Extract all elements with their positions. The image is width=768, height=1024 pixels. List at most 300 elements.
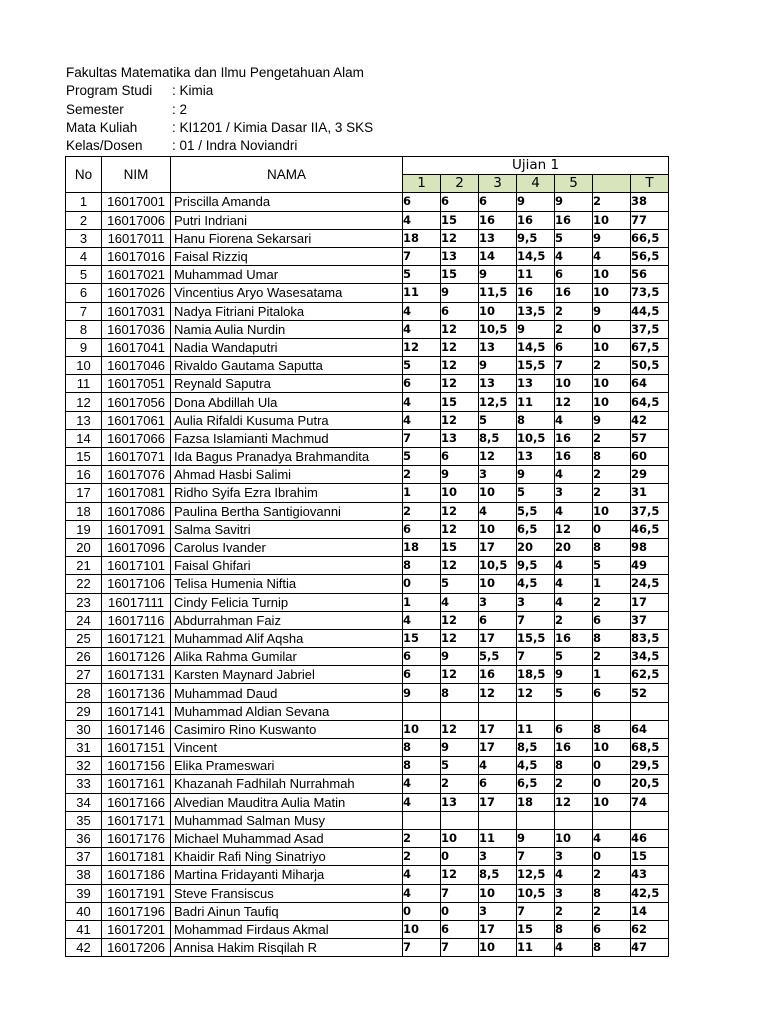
row-no: 14 bbox=[66, 429, 102, 447]
row-score-2: 7 bbox=[441, 884, 479, 902]
row-score-4: 11 bbox=[517, 393, 555, 411]
program-line bbox=[66, 82, 373, 100]
row-score-3: 16 bbox=[479, 211, 517, 229]
row-score-5: 4 bbox=[555, 593, 593, 611]
row-score-1: 4 bbox=[403, 775, 441, 793]
row-score-6 bbox=[593, 811, 631, 829]
row-nama: Nadya Fitriani Pitaloka bbox=[171, 302, 403, 320]
row-score-5 bbox=[555, 811, 593, 829]
row-nim: 16017056 bbox=[102, 393, 171, 411]
row-no: 21 bbox=[66, 557, 102, 575]
row-score-2: 12 bbox=[441, 411, 479, 429]
table-row bbox=[66, 266, 669, 284]
row-nama: Annisa Hakim Risqilah R bbox=[171, 939, 403, 957]
subheader-total: T bbox=[631, 175, 669, 193]
table-row bbox=[66, 593, 669, 611]
row-score-4: 8,5 bbox=[517, 739, 555, 757]
row-score-2: 5 bbox=[441, 757, 479, 775]
row-score-3: 17 bbox=[479, 720, 517, 738]
row-score-total: 37,5 bbox=[631, 502, 669, 520]
row-score-6: 10 bbox=[593, 793, 631, 811]
row-score-3: 9 bbox=[479, 357, 517, 375]
row-no: 24 bbox=[66, 611, 102, 629]
table-row bbox=[66, 793, 669, 811]
row-nim: 16017136 bbox=[102, 684, 171, 702]
table-row bbox=[66, 502, 669, 520]
row-score-5: 12 bbox=[555, 520, 593, 538]
faculty-line bbox=[66, 64, 373, 82]
row-score-3: 5 bbox=[479, 411, 517, 429]
row-score-5: 4 bbox=[555, 247, 593, 265]
row-nim: 16017081 bbox=[102, 484, 171, 502]
table-row bbox=[66, 557, 669, 575]
row-score-1: 12 bbox=[403, 338, 441, 356]
row-nama: Salma Savitri bbox=[171, 520, 403, 538]
row-score-total: 20,5 bbox=[631, 775, 669, 793]
row-score-2 bbox=[441, 702, 479, 720]
row-nim: 16017101 bbox=[102, 557, 171, 575]
row-no: 13 bbox=[66, 411, 102, 429]
row-score-5: 3 bbox=[555, 848, 593, 866]
row-score-2: 6 bbox=[441, 920, 479, 938]
row-score-1: 2 bbox=[403, 829, 441, 847]
row-score-5: 3 bbox=[555, 884, 593, 902]
row-score-3: 6 bbox=[479, 193, 517, 211]
table-row bbox=[66, 193, 669, 211]
row-score-2: 13 bbox=[441, 429, 479, 447]
row-score-2: 15 bbox=[441, 538, 479, 556]
row-nama: Faisal Ghifari bbox=[171, 557, 403, 575]
row-nama: Muhammad Aldian Sevana bbox=[171, 702, 403, 720]
row-no: 26 bbox=[66, 648, 102, 666]
row-nama: Karsten Maynard Jabriel bbox=[171, 666, 403, 684]
row-score-3: 4 bbox=[479, 502, 517, 520]
row-score-1: 6 bbox=[403, 648, 441, 666]
row-score-total: 67,5 bbox=[631, 338, 669, 356]
row-score-3: 5,5 bbox=[479, 648, 517, 666]
row-score-6: 2 bbox=[593, 484, 631, 502]
row-no: 29 bbox=[66, 702, 102, 720]
row-score-6 bbox=[593, 702, 631, 720]
row-no: 7 bbox=[66, 302, 102, 320]
row-no: 32 bbox=[66, 757, 102, 775]
row-no: 40 bbox=[66, 902, 102, 920]
row-score-3: 10 bbox=[479, 575, 517, 593]
row-no: 8 bbox=[66, 320, 102, 338]
table-row bbox=[66, 229, 669, 247]
table-row bbox=[66, 848, 669, 866]
row-score-5: 6 bbox=[555, 720, 593, 738]
row-score-1: 2 bbox=[403, 502, 441, 520]
table-row bbox=[66, 939, 669, 957]
row-score-4: 16 bbox=[517, 284, 555, 302]
row-score-2: 7 bbox=[441, 939, 479, 957]
row-score-2: 10 bbox=[441, 829, 479, 847]
row-nama: Cindy Felicia Turnip bbox=[171, 593, 403, 611]
row-score-5: 10 bbox=[555, 375, 593, 393]
row-score-6: 10 bbox=[593, 338, 631, 356]
row-nama: Alika Rahma Gumilar bbox=[171, 648, 403, 666]
row-score-4: 6,5 bbox=[517, 775, 555, 793]
row-score-6: 9 bbox=[593, 229, 631, 247]
row-score-4: 13,5 bbox=[517, 302, 555, 320]
row-score-6: 1 bbox=[593, 666, 631, 684]
row-score-5: 5 bbox=[555, 229, 593, 247]
row-score-1: 4 bbox=[403, 211, 441, 229]
row-score-6: 8 bbox=[593, 629, 631, 647]
row-score-3: 17 bbox=[479, 629, 517, 647]
row-score-5: 4 bbox=[555, 939, 593, 957]
table-row bbox=[66, 829, 669, 847]
row-score-total: 98 bbox=[631, 538, 669, 556]
row-score-total: 29 bbox=[631, 466, 669, 484]
row-score-6: 2 bbox=[593, 902, 631, 920]
row-score-2: 9 bbox=[441, 739, 479, 757]
row-no: 1 bbox=[66, 193, 102, 211]
row-score-6: 8 bbox=[593, 939, 631, 957]
semester-value: : 2 bbox=[172, 101, 188, 117]
row-score-1: 7 bbox=[403, 429, 441, 447]
row-score-total: 52 bbox=[631, 684, 669, 702]
subheader-3: 3 bbox=[479, 175, 517, 193]
row-nama: Hanu Fiorena Sekarsari bbox=[171, 229, 403, 247]
row-score-5: 10 bbox=[555, 829, 593, 847]
row-score-6: 6 bbox=[593, 684, 631, 702]
row-score-2: 12 bbox=[441, 229, 479, 247]
table-row bbox=[66, 866, 669, 884]
row-score-total: 74 bbox=[631, 793, 669, 811]
row-score-4: 14,5 bbox=[517, 247, 555, 265]
table-row bbox=[66, 466, 669, 484]
row-score-2: 15 bbox=[441, 211, 479, 229]
row-nama: Badri Ainun Taufiq bbox=[171, 902, 403, 920]
row-nim: 16017171 bbox=[102, 811, 171, 829]
table-row bbox=[66, 884, 669, 902]
row-nama: Rivaldo Gautama Saputta bbox=[171, 357, 403, 375]
table-row bbox=[66, 338, 669, 356]
table-row bbox=[66, 775, 669, 793]
row-no: 37 bbox=[66, 848, 102, 866]
row-score-total: 50,5 bbox=[631, 357, 669, 375]
row-no: 35 bbox=[66, 811, 102, 829]
row-score-5: 4 bbox=[555, 557, 593, 575]
row-score-total: 38 bbox=[631, 193, 669, 211]
row-score-6: 8 bbox=[593, 448, 631, 466]
row-score-6: 10 bbox=[593, 393, 631, 411]
row-score-4: 14,5 bbox=[517, 338, 555, 356]
grades-table bbox=[65, 156, 669, 957]
row-nama: Elika Prameswari bbox=[171, 757, 403, 775]
row-nama: Vincent bbox=[171, 739, 403, 757]
row-score-5: 2 bbox=[555, 320, 593, 338]
row-nim: 16017186 bbox=[102, 866, 171, 884]
row-score-total: 44,5 bbox=[631, 302, 669, 320]
row-score-4: 9,5 bbox=[517, 557, 555, 575]
row-score-total: 56 bbox=[631, 266, 669, 284]
row-score-5: 16 bbox=[555, 739, 593, 757]
row-nama: Khazanah Fadhilah Nurrahmah bbox=[171, 775, 403, 793]
row-score-total: 29,5 bbox=[631, 757, 669, 775]
table-row bbox=[66, 393, 669, 411]
row-no: 4 bbox=[66, 247, 102, 265]
row-score-4: 7 bbox=[517, 902, 555, 920]
row-score-1: 6 bbox=[403, 193, 441, 211]
row-nim: 16017106 bbox=[102, 575, 171, 593]
row-nama: Putri Indriani bbox=[171, 211, 403, 229]
row-nama: Reynald Saputra bbox=[171, 375, 403, 393]
table-row bbox=[66, 357, 669, 375]
row-score-1: 4 bbox=[403, 866, 441, 884]
row-nim: 16017016 bbox=[102, 247, 171, 265]
row-score-1: 10 bbox=[403, 920, 441, 938]
row-score-total: 57 bbox=[631, 429, 669, 447]
table-row bbox=[66, 611, 669, 629]
class-label: Kelas/Dosen bbox=[66, 138, 143, 154]
table-row bbox=[66, 648, 669, 666]
row-nim: 16017121 bbox=[102, 629, 171, 647]
row-score-3: 10,5 bbox=[479, 320, 517, 338]
row-nama: Steve Fransiscus bbox=[171, 884, 403, 902]
header-ujian-group: Ujian 1 bbox=[403, 157, 669, 175]
row-score-3: 3 bbox=[479, 466, 517, 484]
row-score-5: 16 bbox=[555, 448, 593, 466]
row-score-5: 5 bbox=[555, 684, 593, 702]
row-nama: Telisa Humenia Niftia bbox=[171, 575, 403, 593]
row-nim: 16017036 bbox=[102, 320, 171, 338]
row-score-6: 10 bbox=[593, 739, 631, 757]
row-score-4: 6,5 bbox=[517, 520, 555, 538]
row-nama: Mohammad Firdaus Akmal bbox=[171, 920, 403, 938]
row-nim: 16017096 bbox=[102, 538, 171, 556]
row-score-4: 9 bbox=[517, 466, 555, 484]
table-row bbox=[66, 684, 669, 702]
row-nama: Faisal Rizziq bbox=[171, 247, 403, 265]
row-score-5: 12 bbox=[555, 793, 593, 811]
table-row bbox=[66, 429, 669, 447]
subheader-4: 4 bbox=[517, 175, 555, 193]
row-score-3: 3 bbox=[479, 593, 517, 611]
row-nama: Nadia Wandaputri bbox=[171, 338, 403, 356]
row-no: 3 bbox=[66, 229, 102, 247]
row-score-1: 18 bbox=[403, 229, 441, 247]
row-score-3: 12 bbox=[479, 448, 517, 466]
row-score-1: 2 bbox=[403, 466, 441, 484]
row-score-1: 8 bbox=[403, 757, 441, 775]
row-score-2: 15 bbox=[441, 266, 479, 284]
row-nama: Martina Fridayanti Miharja bbox=[171, 866, 403, 884]
row-nim: 16017041 bbox=[102, 338, 171, 356]
row-score-5: 16 bbox=[555, 429, 593, 447]
row-score-1: 8 bbox=[403, 739, 441, 757]
row-score-5: 3 bbox=[555, 484, 593, 502]
row-nim: 16017006 bbox=[102, 211, 171, 229]
table-row bbox=[66, 757, 669, 775]
row-score-1: 6 bbox=[403, 375, 441, 393]
row-score-1: 0 bbox=[403, 575, 441, 593]
row-score-2: 9 bbox=[441, 648, 479, 666]
row-score-4: 12 bbox=[517, 684, 555, 702]
row-score-5: 6 bbox=[555, 338, 593, 356]
row-score-2: 12 bbox=[441, 502, 479, 520]
row-no: 41 bbox=[66, 920, 102, 938]
row-no: 31 bbox=[66, 739, 102, 757]
row-score-6: 0 bbox=[593, 520, 631, 538]
row-score-total: 46,5 bbox=[631, 520, 669, 538]
row-no: 20 bbox=[66, 538, 102, 556]
row-score-total: 17 bbox=[631, 593, 669, 611]
row-score-4: 18,5 bbox=[517, 666, 555, 684]
row-nama: Dona Abdillah Ula bbox=[171, 393, 403, 411]
row-score-2: 12 bbox=[441, 338, 479, 356]
header-nim: NIM bbox=[102, 157, 171, 193]
row-score-1: 6 bbox=[403, 520, 441, 538]
row-nim: 16017181 bbox=[102, 848, 171, 866]
row-score-4: 9 bbox=[517, 829, 555, 847]
row-nim: 16017201 bbox=[102, 920, 171, 938]
row-no: 42 bbox=[66, 939, 102, 957]
row-no: 28 bbox=[66, 684, 102, 702]
semester-label: Semester bbox=[66, 101, 124, 117]
table-row bbox=[66, 302, 669, 320]
row-score-4: 13 bbox=[517, 448, 555, 466]
row-nama: Paulina Bertha Santigiovanni bbox=[171, 502, 403, 520]
row-score-5: 5 bbox=[555, 648, 593, 666]
row-score-3: 10,5 bbox=[479, 557, 517, 575]
table-row bbox=[66, 247, 669, 265]
table-row bbox=[66, 920, 669, 938]
row-score-4: 15,5 bbox=[517, 357, 555, 375]
subheader-5: 5 bbox=[555, 175, 593, 193]
row-score-2: 12 bbox=[441, 375, 479, 393]
course-label: Mata Kuliah bbox=[66, 119, 138, 135]
row-score-6: 2 bbox=[593, 193, 631, 211]
row-nama: Aulia Rifaldi Kusuma Putra bbox=[171, 411, 403, 429]
row-nama: Priscilla Amanda bbox=[171, 193, 403, 211]
row-score-1: 8 bbox=[403, 557, 441, 575]
row-score-1: 15 bbox=[403, 629, 441, 647]
row-score-1: 18 bbox=[403, 538, 441, 556]
row-score-4: 5 bbox=[517, 484, 555, 502]
row-score-4: 3 bbox=[517, 593, 555, 611]
row-score-total: 43 bbox=[631, 866, 669, 884]
row-no: 15 bbox=[66, 448, 102, 466]
row-nim: 16017091 bbox=[102, 520, 171, 538]
row-nim: 16017206 bbox=[102, 939, 171, 957]
row-nim: 16017141 bbox=[102, 702, 171, 720]
row-score-total: 42 bbox=[631, 411, 669, 429]
row-score-5: 8 bbox=[555, 757, 593, 775]
row-nama: Ida Bagus Pranadya Brahmandita bbox=[171, 448, 403, 466]
row-score-1: 4 bbox=[403, 611, 441, 629]
program-value: : Kimia bbox=[172, 83, 214, 99]
row-no: 19 bbox=[66, 520, 102, 538]
row-nama: Fazsa Islamianti Machmud bbox=[171, 429, 403, 447]
row-score-3: 17 bbox=[479, 920, 517, 938]
row-nama: Michael Muhammad Asad bbox=[171, 829, 403, 847]
row-nama: Ahmad Hasbi Salimi bbox=[171, 466, 403, 484]
row-no: 34 bbox=[66, 793, 102, 811]
row-score-5: 9 bbox=[555, 193, 593, 211]
row-score-1: 7 bbox=[403, 939, 441, 957]
row-score-1: 10 bbox=[403, 720, 441, 738]
row-score-total: 42,5 bbox=[631, 884, 669, 902]
row-score-1: 0 bbox=[403, 902, 441, 920]
row-score-6: 10 bbox=[593, 375, 631, 393]
row-score-total: 49 bbox=[631, 557, 669, 575]
row-score-2: 10 bbox=[441, 484, 479, 502]
row-score-total: 73,5 bbox=[631, 284, 669, 302]
row-no: 25 bbox=[66, 629, 102, 647]
row-score-5: 16 bbox=[555, 284, 593, 302]
row-score-5: 4 bbox=[555, 866, 593, 884]
row-score-4: 11 bbox=[517, 939, 555, 957]
row-score-4 bbox=[517, 702, 555, 720]
row-no: 27 bbox=[66, 666, 102, 684]
row-score-3: 11,5 bbox=[479, 284, 517, 302]
row-score-6: 2 bbox=[593, 429, 631, 447]
row-nim: 16017116 bbox=[102, 611, 171, 629]
row-score-total: 60 bbox=[631, 448, 669, 466]
row-score-6: 10 bbox=[593, 502, 631, 520]
row-score-total: 37,5 bbox=[631, 320, 669, 338]
row-nim: 16017146 bbox=[102, 720, 171, 738]
row-score-2: 9 bbox=[441, 466, 479, 484]
row-score-total: 31 bbox=[631, 484, 669, 502]
row-score-total: 64 bbox=[631, 375, 669, 393]
row-score-1 bbox=[403, 702, 441, 720]
row-nama: Muhammad Daud bbox=[171, 684, 403, 702]
row-score-4: 9 bbox=[517, 193, 555, 211]
row-nim: 16017021 bbox=[102, 266, 171, 284]
row-score-2: 0 bbox=[441, 902, 479, 920]
subheader-1: 1 bbox=[403, 175, 441, 193]
row-score-5: 6 bbox=[555, 266, 593, 284]
document-header bbox=[66, 64, 373, 155]
row-score-1: 1 bbox=[403, 484, 441, 502]
row-score-1: 5 bbox=[403, 266, 441, 284]
row-nim: 16017161 bbox=[102, 775, 171, 793]
row-score-5: 2 bbox=[555, 902, 593, 920]
row-score-6: 9 bbox=[593, 411, 631, 429]
row-score-2: 0 bbox=[441, 848, 479, 866]
row-score-6: 10 bbox=[593, 284, 631, 302]
row-score-3: 13 bbox=[479, 375, 517, 393]
row-score-6: 0 bbox=[593, 775, 631, 793]
row-score-1: 9 bbox=[403, 684, 441, 702]
row-score-4 bbox=[517, 811, 555, 829]
row-nim: 16017051 bbox=[102, 375, 171, 393]
row-score-3: 9 bbox=[479, 266, 517, 284]
row-score-3: 10 bbox=[479, 302, 517, 320]
row-score-2 bbox=[441, 811, 479, 829]
row-no: 33 bbox=[66, 775, 102, 793]
row-no: 6 bbox=[66, 284, 102, 302]
row-score-total bbox=[631, 811, 669, 829]
row-score-6: 8 bbox=[593, 884, 631, 902]
row-score-total: 62 bbox=[631, 920, 669, 938]
row-score-1: 4 bbox=[403, 393, 441, 411]
table-row bbox=[66, 702, 669, 720]
row-score-4: 7 bbox=[517, 611, 555, 629]
row-no: 18 bbox=[66, 502, 102, 520]
row-score-4: 4,5 bbox=[517, 575, 555, 593]
subheader-2: 2 bbox=[441, 175, 479, 193]
row-nim: 16017071 bbox=[102, 448, 171, 466]
row-score-3: 8,5 bbox=[479, 429, 517, 447]
table-row bbox=[66, 575, 669, 593]
row-score-6: 9 bbox=[593, 302, 631, 320]
row-score-4: 13 bbox=[517, 375, 555, 393]
